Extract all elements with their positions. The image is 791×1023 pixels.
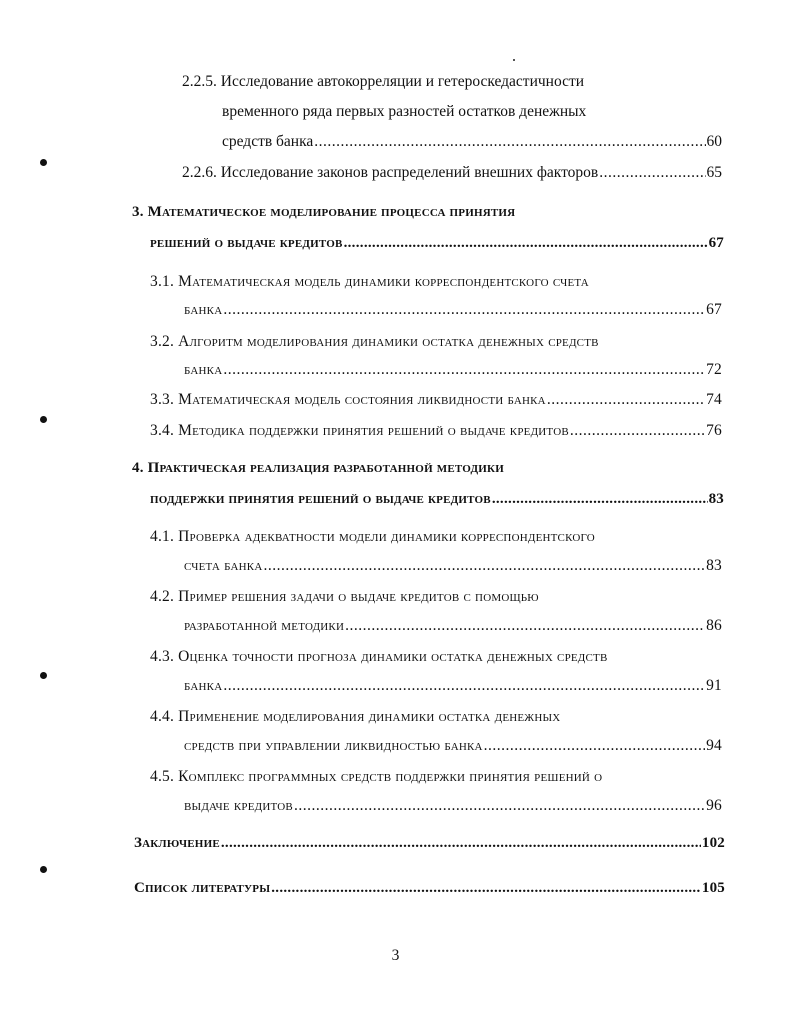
dot-leader bbox=[345, 616, 705, 636]
toc-entry-4-5-line1: 4.5. Комплекс программных средств поддержки принятия решений о bbox=[150, 768, 603, 785]
toc-entry-title: Заключение bbox=[134, 835, 220, 851]
toc-page-number: 72 bbox=[706, 361, 722, 378]
toc-page-number: 94 bbox=[706, 737, 722, 754]
toc-entry-title: выдаче кредитов bbox=[184, 797, 293, 814]
toc-entry-4-3-line1: 4.3. Оценка точности прогноза динамики остатка денежных средств bbox=[150, 648, 608, 665]
binder-hole-mark bbox=[40, 416, 47, 423]
toc-entry-4-5[interactable] bbox=[184, 796, 722, 816]
scan-speck bbox=[513, 59, 515, 61]
dot-leader bbox=[344, 233, 708, 253]
dot-leader bbox=[599, 163, 705, 183]
toc-page-number: 74 bbox=[706, 391, 722, 408]
toc-entry-title: Список литературы bbox=[134, 880, 271, 896]
toc-entry-4-1[interactable] bbox=[184, 556, 722, 576]
toc-entry-4-4-line1: 4.4. Применение моделирования динамики остатка денежных bbox=[150, 708, 561, 725]
toc-references[interactable] bbox=[134, 878, 725, 898]
dot-leader bbox=[294, 796, 705, 816]
dot-leader bbox=[263, 556, 705, 576]
binder-hole-mark bbox=[40, 866, 47, 873]
toc-page-number: 76 bbox=[706, 422, 722, 439]
toc-entry-3-4[interactable] bbox=[150, 421, 722, 441]
toc-entry-title: решений о выдаче кредитов bbox=[150, 235, 343, 251]
toc-page-number: 67 bbox=[706, 301, 722, 318]
toc-entry-4-2[interactable] bbox=[184, 616, 722, 636]
toc-page-number: 60 bbox=[706, 133, 722, 150]
toc-entry-title: поддержки принятия решений о выдаче кредитов bbox=[150, 491, 491, 507]
toc-page-number: 67 bbox=[708, 235, 724, 251]
toc-page-number: 83 bbox=[708, 491, 724, 507]
toc-entry-3-2[interactable] bbox=[184, 360, 722, 380]
toc-page-number: 83 bbox=[706, 557, 722, 574]
toc-entry-title: банка bbox=[184, 677, 223, 694]
toc-entry-title: 3.4. Методика поддержки принятия решений о выдаче кредитов bbox=[150, 422, 569, 439]
dot-leader bbox=[223, 300, 705, 320]
toc-entry-title: разработанной методики bbox=[184, 617, 345, 634]
toc-entry-3-1-line1: 3.1. Математическая модель динамики корреспондентского счета bbox=[150, 273, 589, 290]
toc-chapter-3-line1: 3. Математическое моделирование процесса принятия bbox=[132, 204, 516, 220]
dot-leader bbox=[492, 489, 708, 509]
toc-page-number: 65 bbox=[706, 164, 722, 181]
toc-entry-title: счета банка bbox=[184, 557, 263, 574]
toc-entry-2-2-5[interactable] bbox=[222, 132, 722, 152]
toc-entry-2-2-5-line2: временного ряда первых разностей остатков денежных bbox=[222, 103, 587, 120]
toc-entry-title: средств при управлении ликвидностью банка bbox=[184, 737, 483, 754]
dot-leader bbox=[223, 360, 705, 380]
toc-chapter-3[interactable] bbox=[150, 233, 724, 253]
toc-entry-4-1-line1: 4.1. Проверка адекватности модели динамики корреспондентского bbox=[150, 528, 595, 545]
toc-entry-3-2-line1: 3.2. Алгоритм моделирования динамики остатка денежных средств bbox=[150, 333, 599, 350]
toc-page-number: 96 bbox=[706, 797, 722, 814]
toc-entry-4-3[interactable] bbox=[184, 676, 722, 696]
toc-entry-2-2-6[interactable] bbox=[182, 163, 722, 183]
dot-leader bbox=[271, 878, 701, 898]
page-number: 3 bbox=[391, 947, 400, 964]
toc-entry-4-2-line1: 4.2. Пример решения задачи о выдаче кредитов с помощью bbox=[150, 588, 539, 605]
toc-entry-3-1[interactable] bbox=[184, 300, 722, 320]
toc-entry-2-2-5-line1: 2.2.5. Исследование автокорреляции и гетероскедастичности bbox=[182, 73, 585, 90]
dot-leader bbox=[314, 132, 705, 152]
toc-chapter-4[interactable] bbox=[150, 489, 724, 509]
toc-entry-title: средств банка bbox=[222, 133, 314, 150]
dot-leader bbox=[223, 676, 705, 696]
binder-hole-mark bbox=[40, 672, 47, 679]
toc-page-number: 102 bbox=[701, 835, 725, 851]
dot-leader bbox=[570, 421, 705, 441]
binder-hole-mark bbox=[40, 159, 47, 166]
toc-entry-title: 3.3. Математическая модель состояния ликвидности банка bbox=[150, 391, 546, 408]
toc-entry-3-3[interactable] bbox=[150, 390, 722, 410]
dot-leader bbox=[221, 833, 701, 853]
toc-page-number: 105 bbox=[701, 880, 725, 896]
toc-entry-title: 2.2.6. Исследование законов распределений внешних факторов bbox=[182, 164, 599, 181]
dot-leader bbox=[547, 390, 705, 410]
dot-leader bbox=[484, 736, 705, 756]
toc-page-number: 91 bbox=[706, 677, 722, 694]
toc-entry-title: банка bbox=[184, 361, 223, 378]
toc-chapter-4-line1: 4. Практическая реализация разработанной методики bbox=[132, 460, 504, 476]
toc-entry-title: банка bbox=[184, 301, 223, 318]
toc-entry-4-4[interactable] bbox=[184, 736, 722, 756]
toc-page-number: 86 bbox=[706, 617, 722, 634]
toc-conclusion[interactable] bbox=[134, 833, 725, 853]
